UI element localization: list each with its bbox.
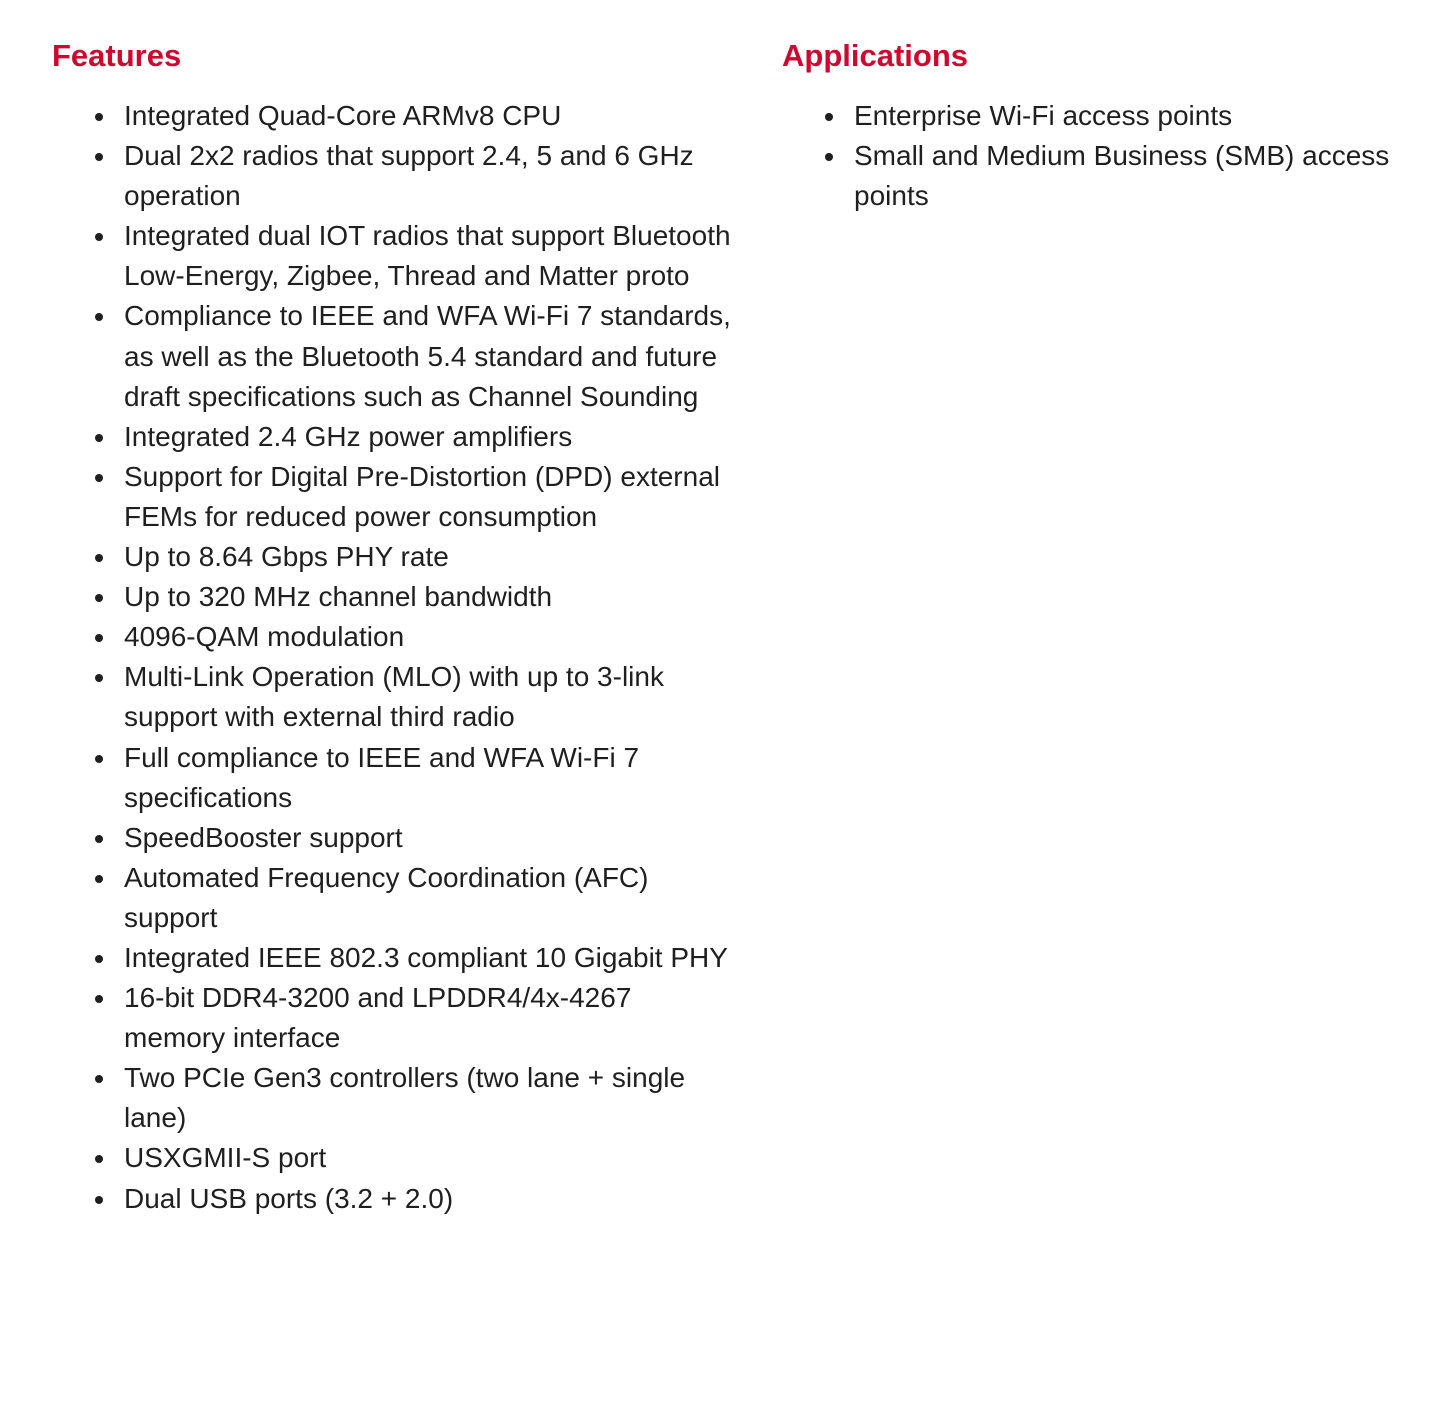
list-item: Dual 2x2 radios that support 2.4, 5 and 6 GHz operation [124,136,732,216]
features-list [52,96,732,1219]
list-item: Small and Medium Business (SMB) access points [854,136,1432,216]
list-item: Integrated Quad-Core ARMv8 CPU [124,96,732,136]
list-item: Enterprise Wi-Fi access points [854,96,1432,136]
list-item: USXGMII-S port [124,1138,732,1178]
list-item: Up to 8.64 Gbps PHY rate [124,537,732,577]
list-item: Dual USB ports (3.2 + 2.0) [124,1179,732,1219]
list-item: Two PCIe Gen3 controllers (two lane + single lane) [124,1058,732,1138]
features-section [52,36,732,1219]
list-item: SpeedBooster support [124,818,732,858]
list-item: Up to 320 MHz channel bandwidth [124,577,732,617]
list-item: Support for Digital Pre-Distortion (DPD) external FEMs for reduced power consumption [124,457,732,537]
list-item: Integrated IEEE 802.3 compliant 10 Gigabit PHY [124,938,732,978]
list-item: Integrated dual IOT radios that support Bluetooth Low-Energy, Zigbee, Thread and Matter proto [124,216,732,296]
list-item: Multi-Link Operation (MLO) with up to 3-link support with external third radio [124,657,732,737]
applications-list [782,96,1432,216]
list-item: Compliance to IEEE and WFA Wi-Fi 7 standards, as well as the Bluetooth 5.4 standard and future draft specifications such as Channel Sounding [124,296,732,416]
features-heading: Features [52,38,182,73]
list-item: 4096-QAM modulation [124,617,732,657]
list-item: Integrated 2.4 GHz power amplifiers [124,417,732,457]
list-item: Automated Frequency Coordination (AFC) support [124,858,732,938]
list-item: 16-bit DDR4-3200 and LPDDR4/4x-4267 memory interface [124,978,732,1058]
applications-heading: Applications [782,38,969,73]
applications-section [782,36,1432,216]
list-item: Full compliance to IEEE and WFA Wi-Fi 7 specifications [124,738,732,818]
